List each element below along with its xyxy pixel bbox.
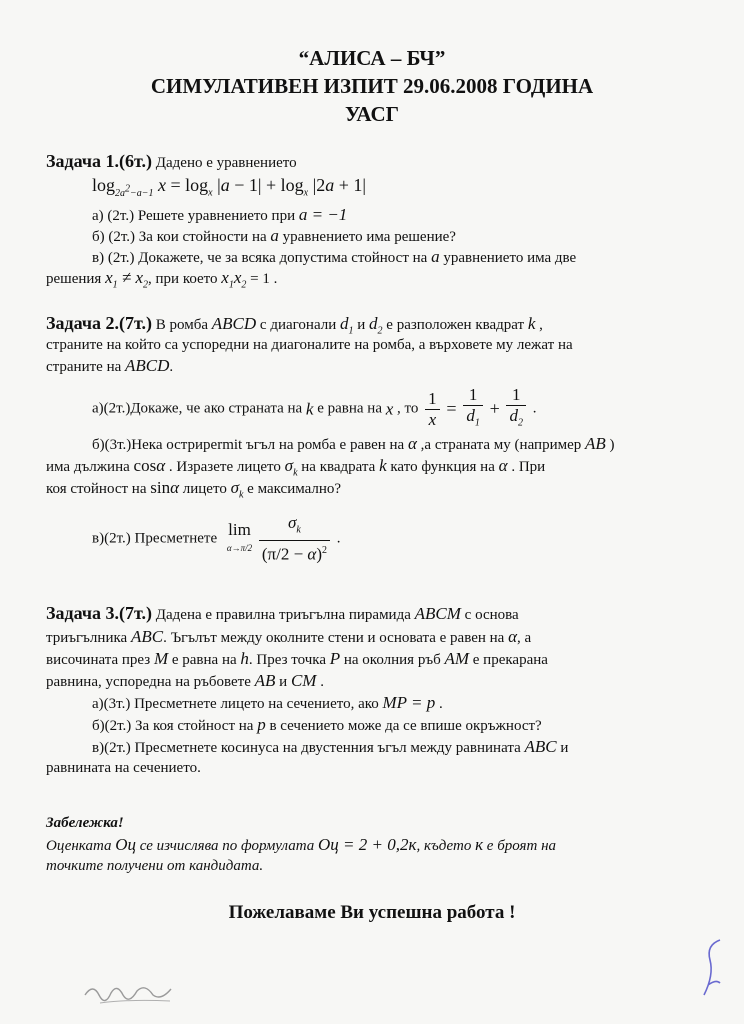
task1-part-b: б) (2т.) За кои стойности на a уравнението има решение? — [92, 226, 456, 245]
task2-part-b-line1: б)(3т.)Нека остриpermit ъгъл на ромба е равен на α ,а страната му (например AB ) — [92, 434, 615, 453]
header-university: УАСГ — [344, 102, 400, 126]
closing-wish: Пожелаваме Ви успешна работа ! — [228, 902, 516, 923]
header-subtitle: СИМУЛАТИВЕН ИЗПИТ 29.06.2008 ГОДИНА — [150, 74, 594, 98]
task1-title: Задача 1.(6т.) — [46, 151, 153, 171]
task1-part-c: в) (2т.) Докажете, че за всяка допустима стойност на a уравнението има две — [92, 247, 577, 266]
handwritten-signature-bottom — [80, 975, 210, 1010]
task3-line4: равнина, успоредна на ръбовете AB и CM . — [46, 671, 324, 690]
task1-part-a: а) (2т.) Решете уравнението при a = −1 — [92, 205, 348, 224]
task2-part-a: а)(2т.)Докаже, че ако страната на k е равна на x , то $\frac{1}{x}$ = $\frac{1}{d_1}$ + $\frac{1}{d_2}$ . — [92, 385, 537, 429]
task2-line3: страните на ABCD. — [46, 356, 174, 375]
task3-line2: триъгълника ABC. Ъгълът между околните стени и основата е равен на α, а — [46, 627, 532, 646]
task2-title: Задача 2.(7т.) — [46, 313, 153, 333]
task2-part-b-line2: има дължина cosα . Изразете лицето $\sigma_k$ на квадрата k като функция на α . При — [46, 456, 546, 479]
task3-line1: Задача 3.(7т.) Дадена е правилна триъгълна пирамида ABCM с основа — [46, 603, 519, 623]
task3-part-a: а)(3т.) Пресметнете лицето на сечението, ако MP = p . — [92, 693, 443, 712]
task2-part-c: в)(2т.) Пресметнете lim α→π/2 $\frac{\sigma_k}{(\pi/2 - \alpha)^2}$ . — [92, 513, 341, 565]
task1-heading — [46, 152, 297, 173]
task3-title: Задача 3.(7т.) — [46, 603, 153, 623]
note-line1: Оценката Оц се изчислява по формулата Оц = 2 + 0,2к, където к е броят на — [46, 835, 557, 854]
task3-part-c-line2: равнината на сечението. — [46, 760, 201, 776]
task1-part-c-line2: решения $x_1 \ne x_2$, при което $x_1x_2 = 1$ . — [46, 268, 278, 291]
task1-part-a-eq: a = −1 — [298, 205, 348, 224]
task2-part-b-line3: коя стойност на sinα лицето $\sigma_k$ е максимално? — [46, 478, 342, 501]
note-line2: точките получени от кандидата. — [46, 858, 264, 874]
task1-equation: $\log_{2a^2-a-1} x = \log_x |a - 1| + \log_x |2a + 1|$ — [92, 175, 366, 199]
handwritten-mark-right — [694, 935, 734, 1005]
task1-intro: Дадено е уравнението — [155, 155, 297, 171]
task3-part-b: б)(2т.) За коя стойност на p в сечението може да се впише окръжност? — [92, 715, 542, 734]
header-title: “АЛИСА – БЧ” — [298, 46, 446, 70]
task3-part-c: в)(2т.) Пресметнете косинуса на двустенния ъгъл между равнината ABC и — [92, 737, 569, 756]
task2-line2: страните на който са успоредни на диагоналите на ромба, а върховете му лежат на — [46, 337, 573, 353]
note-title: Забележка! — [46, 815, 124, 831]
task3-line3: височината през M е равна на h. През точка P на околния ръб AM е прекарана — [46, 649, 548, 668]
task2-line1: Задача 2.(7т.) В ромба ABCD с диагонали $d_1$ и $d_2$ е разположен квадрат k , — [46, 313, 543, 337]
